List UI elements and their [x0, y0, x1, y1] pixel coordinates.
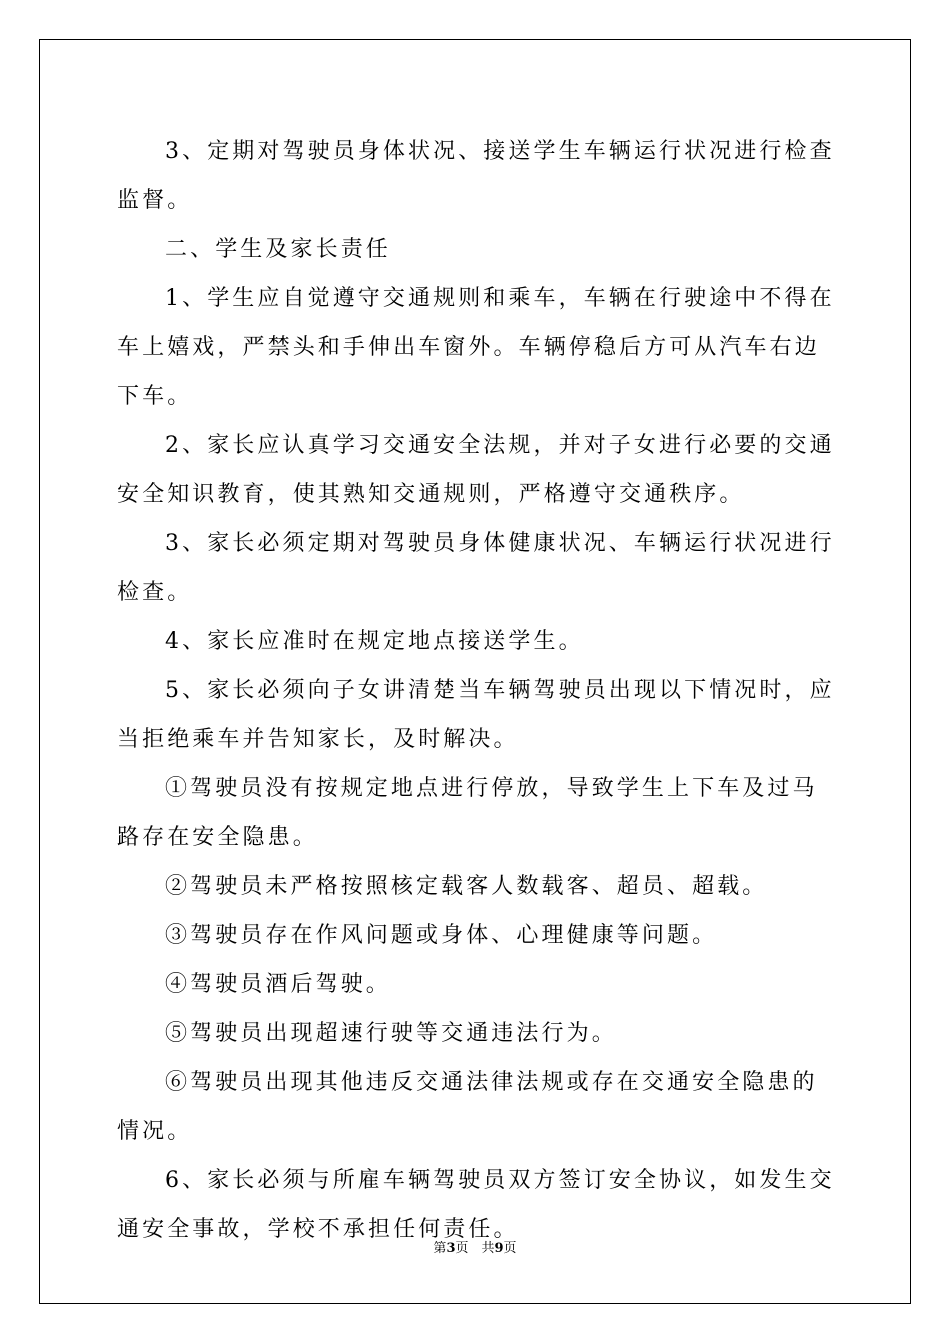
total-page-number: 9 — [494, 1241, 504, 1256]
list-item: ③驾驶员存在作风问题或身体、心理健康等问题。 — [165, 923, 718, 948]
list-item: ①驾驶员没有按规定地点进行停放，导致学生上下车及过马路存在安全隐患。 — [117, 776, 818, 850]
page-footer — [0, 1237, 950, 1256]
current-page-number: 3 — [446, 1241, 456, 1256]
paragraph: 3、定期对驾驶员身体状况、接送学生车辆运行状况进行检查监督。 — [117, 139, 835, 213]
paragraph: 3、家长必须定期对驾驶员身体健康状况、车辆运行状况进行检查。 — [117, 531, 835, 605]
footer-prefix: 第 — [433, 1241, 447, 1256]
list-item: ②驾驶员未严格按照核定载客人数载客、超员、超载。 — [165, 874, 768, 899]
list-item: ⑥驾驶员出现其他违反交通法律法规或存在交通安全隐患的情况。 — [117, 1070, 818, 1144]
document-body — [117, 127, 839, 1254]
paragraph: 2、家长应认真学习交通安全法规，并对子女进行必要的交通安全知识教育，使其熟知交通规则，严格遵守交通秩序。 — [117, 433, 835, 507]
section-heading: 二、学生及家长责任 — [165, 237, 391, 262]
footer-mid: 页 共 — [455, 1241, 495, 1256]
paragraph: 1、学生应自觉遵守交通规则和乘车，车辆在行驶途中不得在车上嬉戏，严禁头和手伸出车窗外。车辆停稳后方可从汽车右边下车。 — [117, 286, 835, 409]
list-item: ⑤驾驶员出现超速行驶等交通违法行为。 — [165, 1021, 617, 1046]
paragraph: 4、家长应准时在规定地点接送学生。 — [165, 629, 584, 654]
list-item: ④驾驶员酒后驾驶。 — [165, 972, 391, 997]
footer-suffix: 页 — [503, 1241, 517, 1256]
paragraph: 5、家长必须向子女讲清楚当车辆驾驶员出现以下情况时，应当拒绝乘车并告知家长，及时解决。 — [117, 678, 835, 752]
paragraph: 6、家长必须与所雇车辆驾驶员双方签订安全协议，如发生交通安全事故，学校不承担任何责任。 — [117, 1168, 835, 1242]
